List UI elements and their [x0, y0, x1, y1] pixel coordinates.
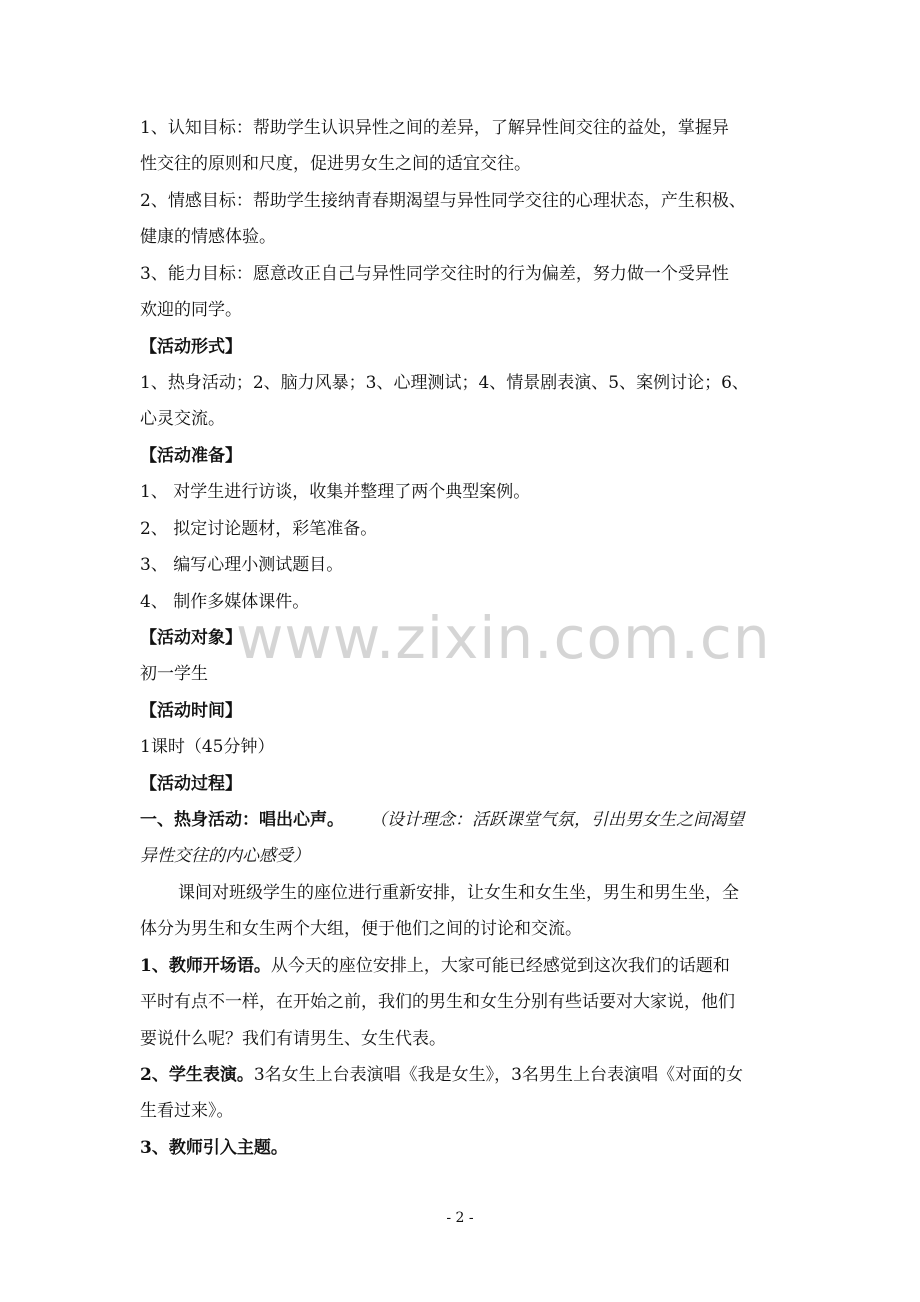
step2-line-1 — [140, 1063, 790, 1087]
prep-item-4: 4、 制作多媒体课件。 — [140, 592, 310, 612]
watermark: www.zixin.com.cn — [236, 604, 771, 672]
step2-text: 3名女生上台表演唱《我是女生》，3名男生上台表演唱《对面的女 — [253, 1065, 743, 1085]
part1-title: 一、热身活动：唱出心声。 — [140, 810, 344, 830]
step1-title: 1、教师开场语。 — [140, 956, 271, 976]
part1-design-note-cont: 异性交往的内心感受） — [140, 846, 310, 866]
activity-target-value: 初一学生 — [140, 664, 208, 684]
goal-cognitive-line-1: 1、认知目标：帮助学生认识异性之间的差异，了解异性间交往的益处，掌握异 — [140, 118, 729, 138]
heading-activity-target: 【活动对象】 — [140, 628, 242, 648]
step1-line-3: 要说什么呢？我们有请男生、女生代表。 — [140, 1029, 446, 1049]
step1-line-1 — [140, 954, 790, 978]
step1-line-2: 平时有点不一样，在开始之前，我们的男生和女生分别有些话要对大家说，他们 — [140, 992, 735, 1012]
step2-title: 2、学生表演。 — [140, 1065, 254, 1085]
goal-ability-line-2: 欢迎的同学。 — [140, 300, 242, 320]
goal-emotional-line-2: 健康的情感体验。 — [140, 227, 276, 247]
heading-activity-prep: 【活动准备】 — [140, 446, 242, 466]
intro-paragraph-line-1: 课间对班级学生的座位进行重新安排，让女生和女生坐，男生和男生坐，全 — [178, 883, 739, 903]
part1-line-1 — [140, 808, 790, 832]
heading-activity-time: 【活动时间】 — [140, 701, 242, 721]
page-number: - 2 - — [446, 1210, 474, 1226]
step3-title: 3、教师引入主题。 — [140, 1138, 288, 1158]
prep-item-3: 3、 编写心理小测试题目。 — [140, 555, 344, 575]
goal-emotional-line-1: 2、情感目标：帮助学生接纳青春期渴望与异性同学交往的心理状态，产生积极、 — [140, 191, 746, 211]
heading-activity-process: 【活动过程】 — [140, 774, 242, 794]
heading-activity-form: 【活动形式】 — [140, 337, 242, 357]
prep-item-1: 1、 对学生进行访谈，收集并整理了两个典型案例。 — [140, 482, 531, 502]
prep-item-2: 2、 拟定讨论题材，彩笔准备。 — [140, 519, 378, 539]
intro-paragraph-line-2: 体分为男生和女生两个大组，便于他们之间的讨论和交流。 — [140, 919, 582, 939]
goal-ability-line-1: 3、能力目标：愿意改正自己与异性同学交往时的行为偏差，努力做一个受异性 — [140, 264, 729, 284]
activity-form-line-2: 心灵交流。 — [140, 409, 225, 429]
step2-line-2: 生看过来》。 — [140, 1101, 234, 1121]
activity-form-line-1: 1、热身活动；2、脑力风暴；3、心理测试；4、情景剧表演、5、案例讨论；6、 — [140, 373, 749, 393]
step1-text: 从今天的座位安排上，大家可能已经感觉到这次我们的话题和 — [270, 956, 730, 976]
goal-cognitive-line-2: 性交往的原则和尺度，促进男女生之间的适宜交往。 — [140, 154, 531, 174]
activity-time-value: 1课时（45分钟） — [140, 737, 275, 757]
part1-design-note: （设计理念：活跃课堂气氛，引出男女生之间渴望 — [370, 810, 744, 830]
